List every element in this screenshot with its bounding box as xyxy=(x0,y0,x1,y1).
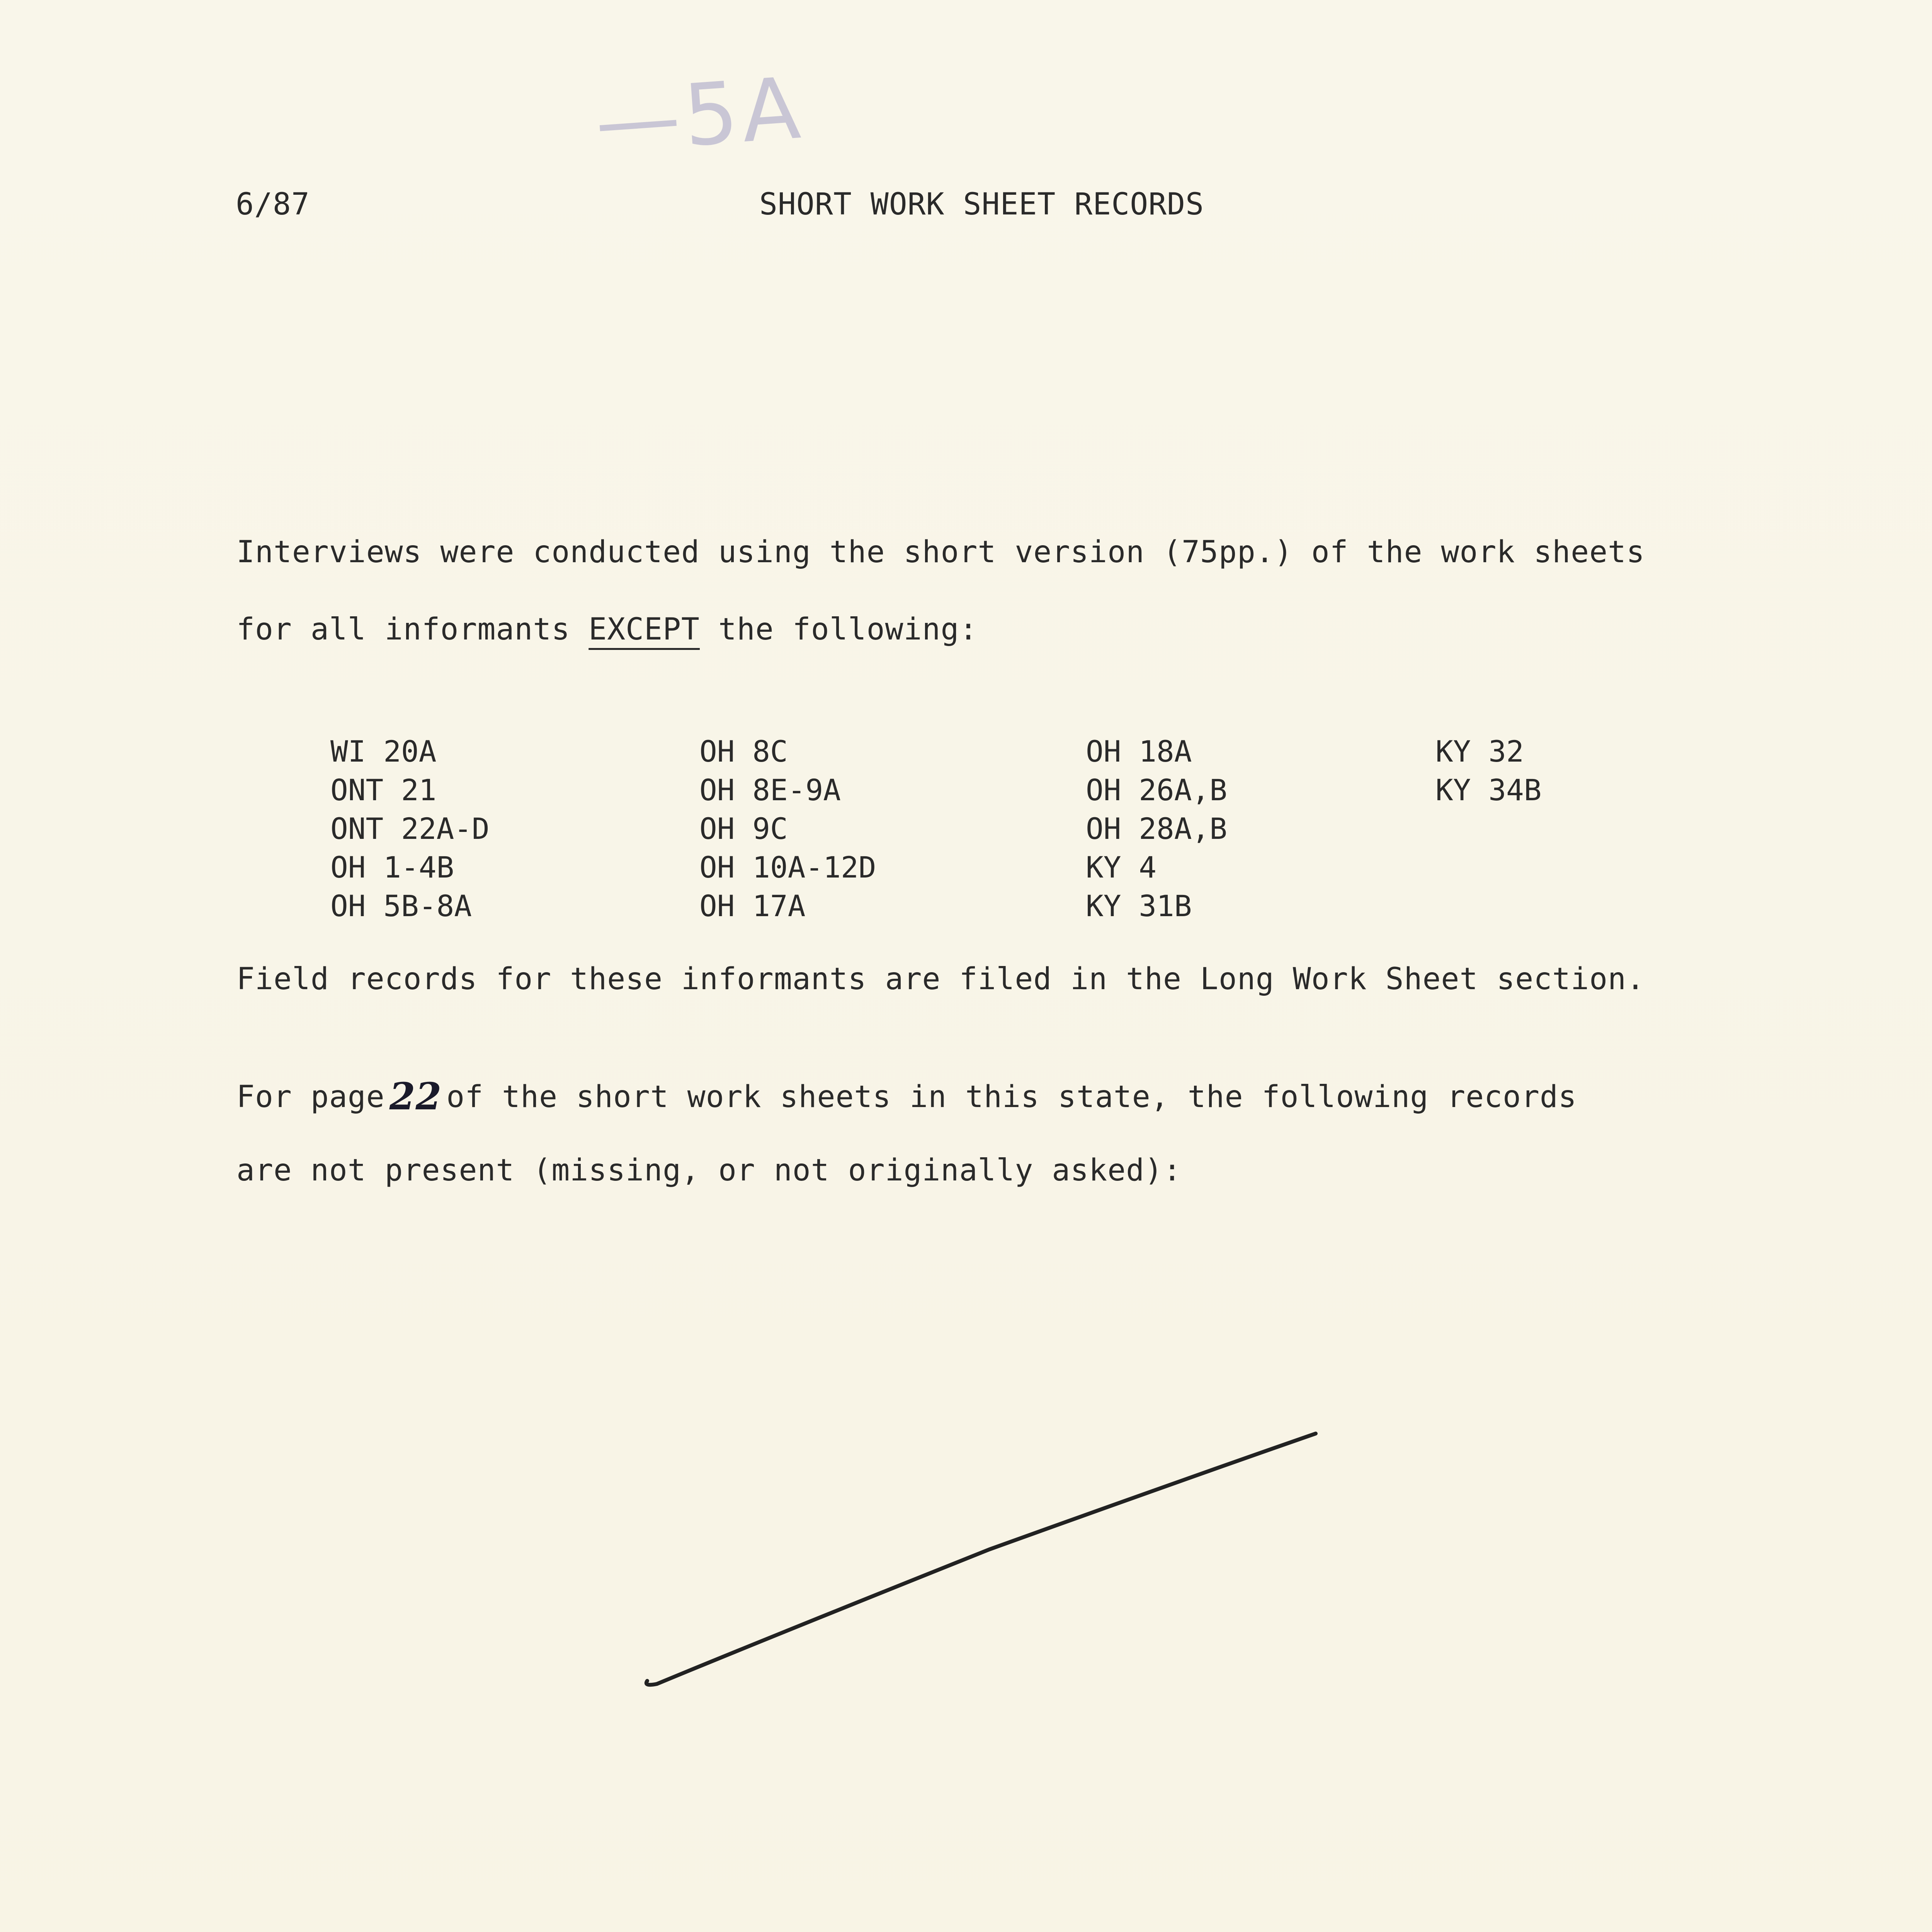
informant-entry: OH 18A xyxy=(1086,734,1192,769)
informant-entry: OH 5B-8A xyxy=(330,889,472,923)
intro-line-1: Interviews were conducted using the short version (75pp.) of the work sheets xyxy=(236,535,1645,570)
informant-entry: OH 8E-9A xyxy=(699,773,841,807)
informant-entry: OH 9C xyxy=(699,811,788,846)
informant-entry: OH 28A,B xyxy=(1086,811,1228,846)
informant-column-3 xyxy=(1086,732,1227,925)
informant-entry: WI 20A xyxy=(330,734,437,769)
handwritten-stamp: —5A xyxy=(592,58,807,172)
informant-entry: OH 1-4B xyxy=(330,850,454,884)
informant-entry: OH 26A,B xyxy=(1086,773,1228,807)
document-date: 6/87 xyxy=(236,187,310,222)
except-emphasis: EXCEPT xyxy=(588,612,700,647)
missing-records-line-1-rest: of the short work sheets in this state, the following records xyxy=(446,1080,1577,1114)
field-records-note: Field records for these informants are filed in the Long Work Sheet section. xyxy=(236,962,1645,997)
informant-entry: ONT 22A-D xyxy=(330,811,490,846)
informant-entry: OH 8C xyxy=(699,734,788,769)
informant-entry: OH 10A-12D xyxy=(699,850,876,884)
missing-records-line-2: are not present (missing, or not originally asked): xyxy=(236,1153,1182,1188)
informant-entry: KY 31B xyxy=(1086,889,1192,923)
informant-column-4 xyxy=(1435,732,1542,810)
informant-entry: KY 32 xyxy=(1435,734,1524,769)
missing-records-line-1 xyxy=(236,1075,1577,1118)
intro-line-2-start: for all informants xyxy=(236,612,589,647)
informant-entry: OH 17A xyxy=(699,889,806,923)
informant-entry: KY 34B xyxy=(1435,773,1542,807)
informant-entry: ONT 21 xyxy=(330,773,437,807)
informant-column-2 xyxy=(699,732,876,925)
intro-line-2 xyxy=(236,614,978,645)
for-page-label: For page xyxy=(236,1080,385,1114)
informant-entry: KY 4 xyxy=(1086,850,1157,884)
intro-line-2-end: the following: xyxy=(700,612,978,647)
handwritten-page-number: 22 xyxy=(389,1075,442,1118)
document-title: SHORT WORK SHEET RECORDS xyxy=(759,187,1204,222)
informant-column-1 xyxy=(330,732,490,925)
handwritten-dash-line xyxy=(641,1426,1321,1696)
